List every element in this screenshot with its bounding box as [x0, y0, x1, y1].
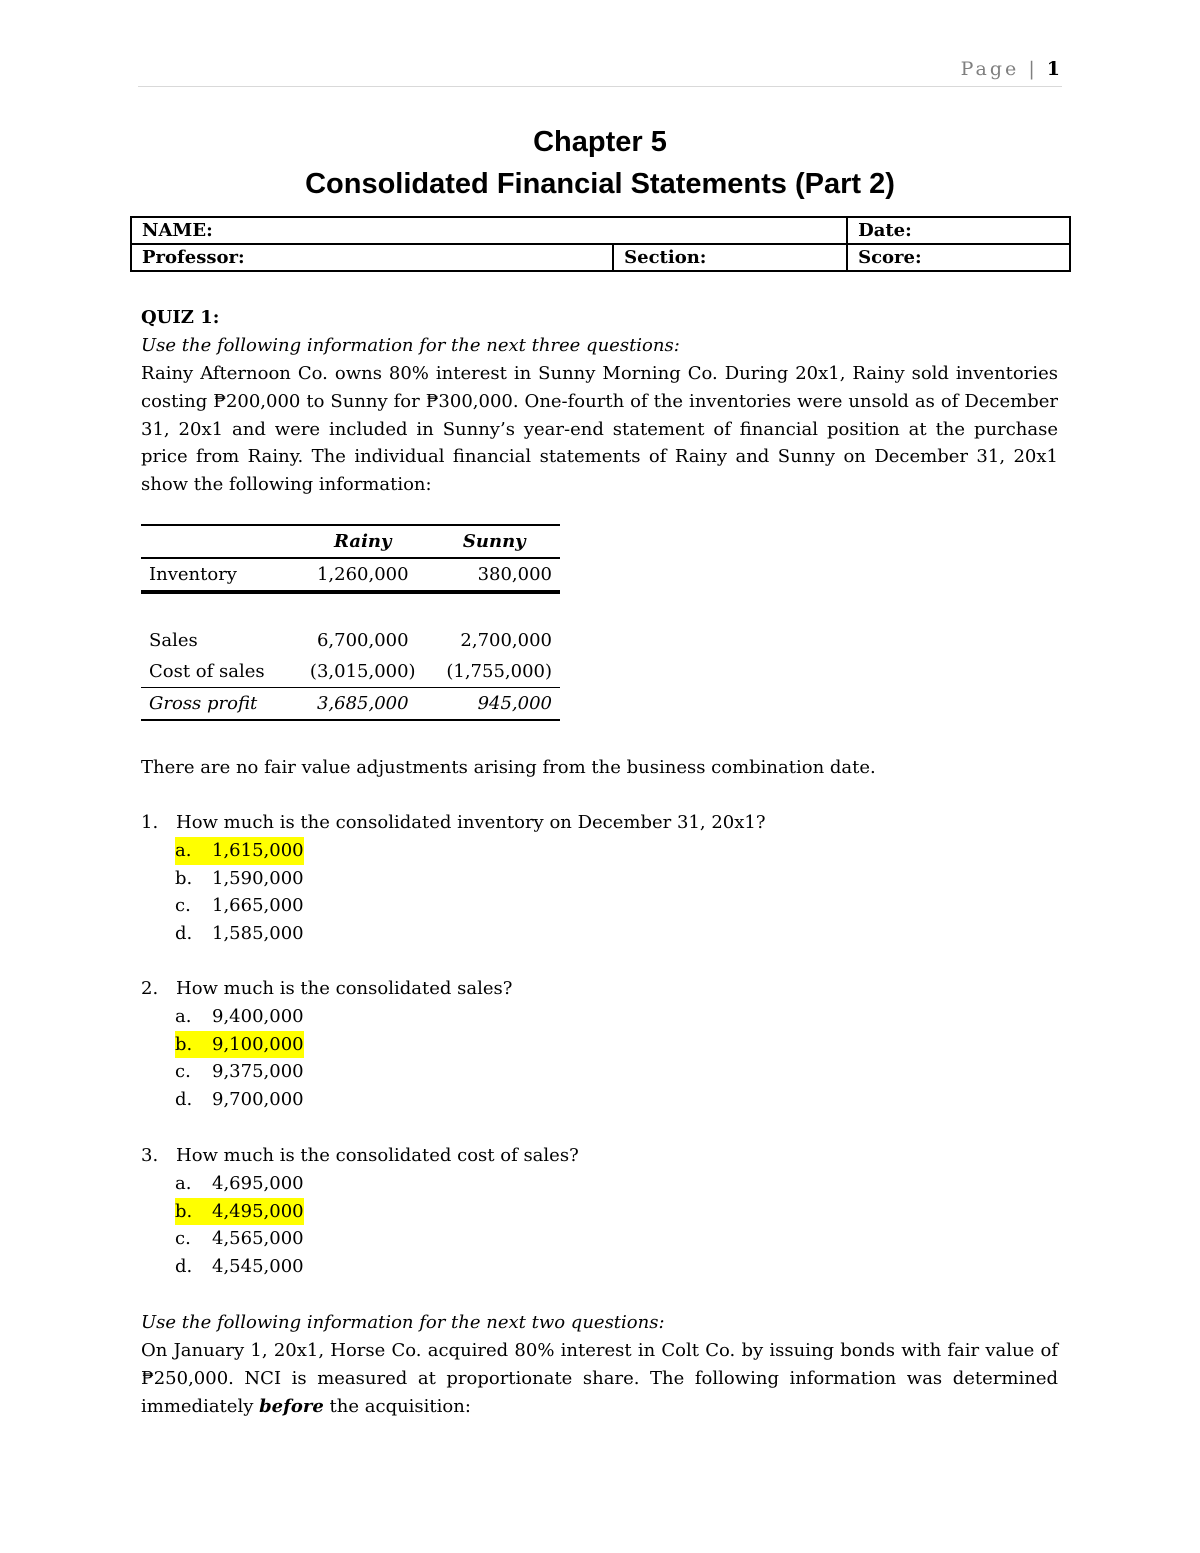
- col-rainy: Rainy: [297, 525, 429, 558]
- answer-option[interactable]: a. 4,695,000: [175, 1172, 304, 1194]
- question-3: 3. How much is the consolidated cost of sales? a. 4,695,000 b. 4,495,000 c. 4,565,000 d. 4,545,000: [141, 1142, 579, 1281]
- page-number: Page | 1: [960, 58, 1060, 80]
- table-row: Gross profit 3,685,000 945,000: [141, 688, 560, 721]
- header-divider: [138, 86, 1062, 87]
- chapter-subtitle: Consolidated Financial Statements (Part 2): [305, 168, 895, 200]
- answer-option-selected[interactable]: b. 9,100,000: [175, 1031, 304, 1059]
- fair-value-note: There are no fair value adjustments arising from the business combination date.: [141, 757, 876, 778]
- table-header-row: [141, 525, 560, 558]
- quiz-heading: QUIZ 1:: [141, 307, 220, 328]
- chapter-title: Chapter 5: [533, 126, 667, 158]
- table-row: Inventory 1,260,000 380,000: [141, 558, 560, 592]
- question-2: 2. How much is the consolidated sales? a. 9,400,000 b. 9,100,000 c. 9,375,000 d. 9,700,000: [141, 975, 512, 1114]
- financial-table: [141, 524, 560, 721]
- table-row: Cost of sales (3,015,000) (1,755,000): [141, 656, 560, 688]
- student-info-box: [130, 216, 1071, 272]
- answer-option[interactable]: d. 9,700,000: [175, 1089, 304, 1111]
- acquisition-paragraph: On January 1, 20x1, Horse Co. acquired 80% interest in Colt Co. by issuing bonds with fair value of ₱250,000. NCI is measured at proportionate share. The following information was determined immediately before the acquisition:: [141, 1340, 1058, 1417]
- answer-option[interactable]: d. 4,545,000: [175, 1256, 304, 1278]
- answer-option[interactable]: a. 9,400,000: [175, 1005, 304, 1027]
- score-field[interactable]: Score:: [847, 244, 1070, 271]
- col-sunny: Sunny: [429, 525, 561, 558]
- question-1: 1. How much is the consolidated inventory on December 31, 20x1? a. 1,615,000 b. 1,590,000 c. 1,665,000 d. 1,585,000: [141, 809, 766, 948]
- professor-field[interactable]: Professor:: [131, 244, 613, 271]
- answer-option[interactable]: c. 1,665,000: [175, 895, 304, 917]
- answer-option[interactable]: c. 9,375,000: [175, 1061, 304, 1083]
- answer-option-selected[interactable]: b. 4,495,000: [175, 1198, 304, 1226]
- intro-three-questions: Use the following information for the next three questions:: [141, 335, 680, 356]
- name-field[interactable]: NAME:: [131, 217, 847, 244]
- date-field[interactable]: Date:: [847, 217, 1070, 244]
- answer-option[interactable]: d. 1,585,000: [175, 923, 304, 945]
- table-row: Sales 6,700,000 2,700,000: [149, 630, 552, 651]
- answer-option[interactable]: b. 1,590,000: [175, 867, 304, 889]
- answer-option-selected[interactable]: a. 1,615,000: [175, 837, 304, 865]
- section-field[interactable]: Section:: [613, 244, 847, 271]
- scenario-paragraph: Rainy Afternoon Co. owns 80% interest in Sunny Morning Co. During 20x1, Rainy sold inventories costing ₱200,000 to Sunny for ₱300,000. One-fourth of the inventories were unsold as of December 31, 20x1 and were included in Sunny’s year-end statement of financial position at the purchase price from Rainy. The individual financial statements of Rainy and Sunny on December 31, 20x1 show the following information:: [141, 363, 1058, 496]
- intro-two-questions: Use the following information for the next two questions:: [141, 1312, 665, 1333]
- answer-option[interactable]: c. 4,565,000: [175, 1228, 304, 1250]
